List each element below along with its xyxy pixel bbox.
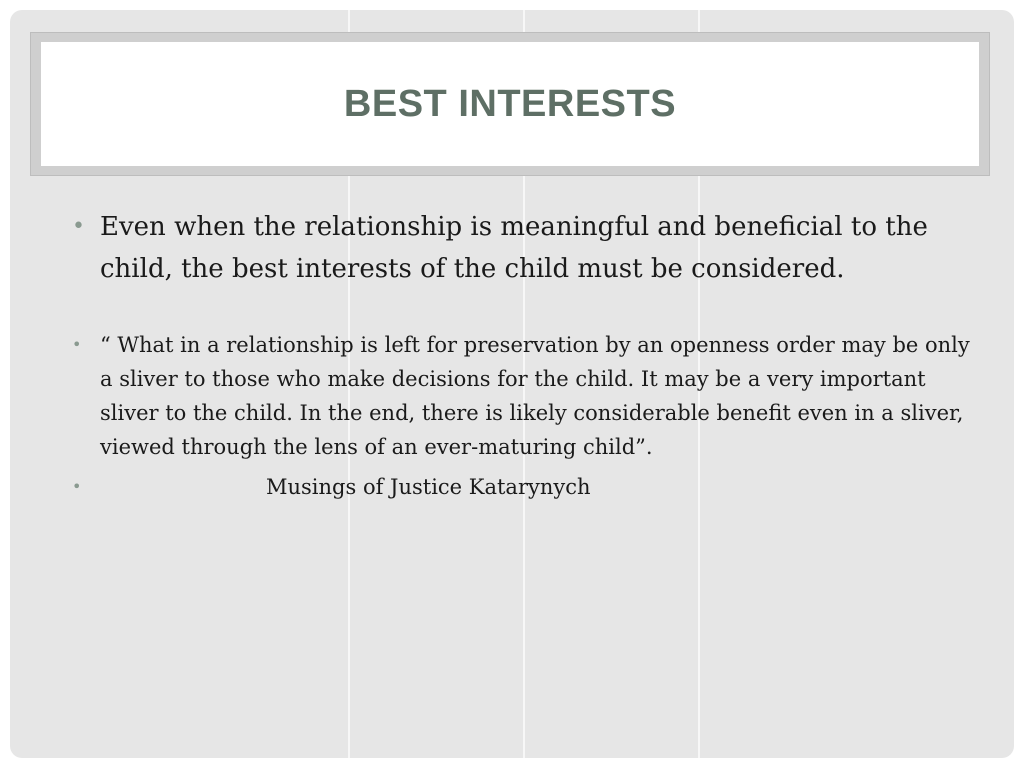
bullet-icon: • (72, 335, 82, 354)
slide-title: BEST INTERESTS (343, 82, 677, 125)
bullet-icon: • (72, 214, 85, 239)
quote-text: “ What in a relationship is left for preservation by an openness order may be only a sliver to those who make decisions for the child. It may be a very important sliver to the child. In the end, there is likely considerable benefit even in a sliver, viewed through the lens of an ever-maturing child”. (100, 333, 970, 459)
bullet-text: Even when the relationship is meaningful and beneficial to the child, the best interests of the child must be considered. (100, 212, 928, 284)
slide (10, 10, 1014, 758)
bullet-item (70, 206, 970, 290)
bullet-list (70, 206, 970, 504)
bullet-icon: • (72, 477, 82, 496)
title-frame (30, 32, 990, 176)
bullet-item (70, 470, 970, 504)
attribution-text: Musings of Justice Katarynych (266, 475, 591, 499)
bullet-item (70, 328, 970, 464)
title-box (41, 42, 979, 166)
